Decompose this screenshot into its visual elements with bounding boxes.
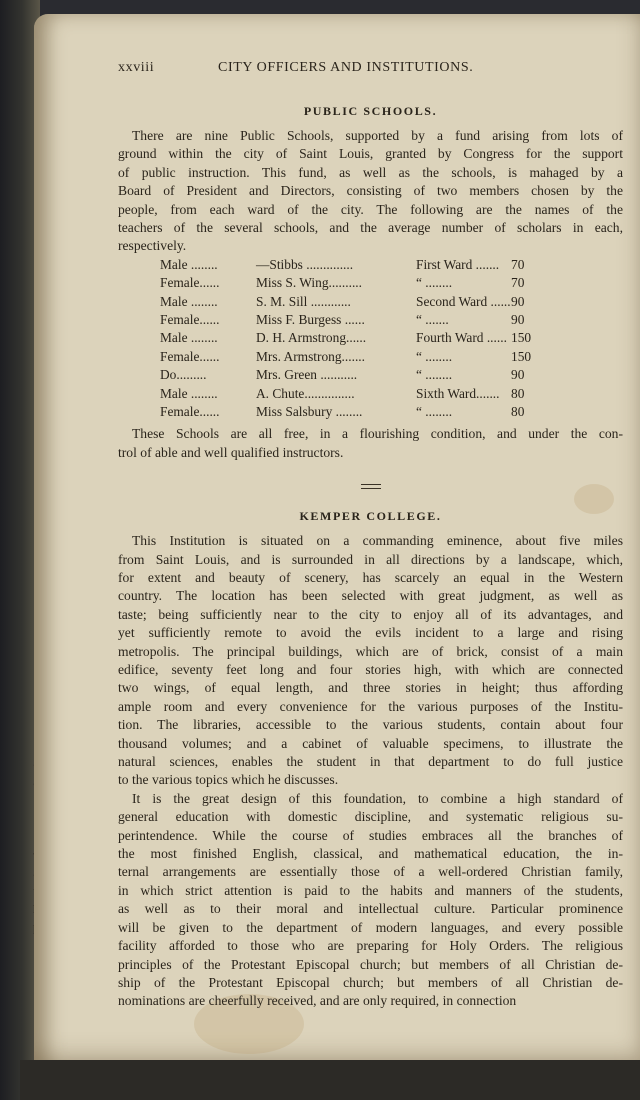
school-type: Male ........ bbox=[160, 293, 218, 309]
ward-name: Sixth Ward....... bbox=[416, 385, 500, 401]
scholar-count: 70 bbox=[511, 256, 525, 272]
kemper-college-heading: KEMPER COLLEGE. bbox=[299, 509, 442, 524]
table-row bbox=[160, 293, 623, 311]
scholar-count: 150 bbox=[511, 330, 532, 346]
text-line: ground within the city of Saint Louis, granted by Congress for the support bbox=[118, 146, 623, 162]
school-type: Do......... bbox=[160, 367, 207, 383]
text-line: ternal arrangements are essentially those of a well-ordered Christian family, bbox=[118, 864, 623, 880]
public-schools-intro bbox=[118, 127, 623, 256]
text-line: general education with domestic discipline, and systematic religious su- bbox=[118, 809, 623, 825]
text-line: trol of able and well qualified instructors. bbox=[118, 444, 344, 460]
teacher-name: Mrs. Green ........... bbox=[256, 367, 358, 383]
public-schools-closing bbox=[118, 425, 623, 462]
text-line: tion. The libraries, accessible to the various students, contain about four bbox=[118, 717, 623, 733]
text-line: Board of President and Directors, consisting of two members chosen by the bbox=[118, 183, 623, 199]
scholar-count: 70 bbox=[511, 275, 525, 291]
table-row bbox=[160, 385, 623, 403]
text-line: as well as to their moral and intellectual culture. Particular prominence bbox=[118, 901, 623, 917]
ward-name: Fourth Ward ...... bbox=[416, 330, 507, 346]
scholar-count: 150 bbox=[511, 348, 532, 364]
page-number: xxviii bbox=[118, 60, 155, 75]
text-line: perintendence. While the course of studies embraces all the branches of bbox=[118, 827, 623, 843]
ward-name: “ ........ bbox=[416, 367, 453, 383]
teacher-name: —Stibbs .............. bbox=[256, 256, 354, 272]
text-line: respectively. bbox=[118, 238, 187, 254]
text-line: ample room and every convenience for the various purposes of the Institu- bbox=[118, 698, 623, 714]
running-head bbox=[118, 60, 623, 84]
teacher-name: S. M. Sill ............ bbox=[256, 293, 351, 309]
page-bottom-shadow bbox=[20, 1060, 640, 1100]
scholar-count: 90 bbox=[511, 367, 525, 383]
scholar-count: 80 bbox=[511, 403, 525, 419]
teacher-name: Mrs. Armstrong....... bbox=[256, 348, 365, 364]
table-row bbox=[160, 403, 623, 421]
text-line: taste; being sufficiently near to the city to enjoy all of its advantages, and bbox=[118, 606, 623, 622]
text-line: from Saint Louis, and is surrounded in all directions by a landscape, which, bbox=[118, 551, 623, 567]
text-line: natural sciences, enables the student in that department to do full justice bbox=[118, 754, 623, 770]
kemper-paragraph-1 bbox=[118, 532, 623, 790]
teacher-name: Miss Salsbury ........ bbox=[256, 403, 363, 419]
teacher-name: A. Chute............... bbox=[256, 385, 355, 401]
text-line: people, from each ward of the city. The following are the names of the bbox=[118, 201, 623, 217]
text-line: ship of the Protestant Episcopal church; but members of all Christian de- bbox=[118, 974, 623, 990]
school-type: Male ........ bbox=[160, 330, 218, 346]
running-head-title: CITY OFFICERS AND INSTITUTIONS. bbox=[218, 60, 474, 75]
text-line: teachers of the several schools, and the average number of scholars in each, bbox=[118, 220, 623, 236]
text-line: two wings, of equal length, and three stories in height; thus affording bbox=[118, 680, 623, 696]
school-type: Male ........ bbox=[160, 256, 218, 272]
text-line: the most finished English, classical, and mathematical education, the in- bbox=[118, 846, 623, 862]
teacher-name: D. H. Armstrong...... bbox=[256, 330, 367, 346]
ward-name: “ ........ bbox=[416, 348, 453, 364]
text-line: edifice, seventy feet long and four stories high, with which are connected bbox=[118, 662, 623, 678]
table-row bbox=[160, 366, 623, 384]
teacher-name: Miss S. Wing.......... bbox=[256, 275, 362, 291]
table-row bbox=[160, 348, 623, 366]
ward-name: Second Ward ...... bbox=[416, 293, 511, 309]
text-line: of public instruction. This fund, as well as the schools, is mahaged by a bbox=[118, 164, 623, 180]
text-line: country. The location has been selected with great judgment, as well as bbox=[118, 588, 623, 604]
text-line: in which strict attention is paid to the habits and manners of the students, bbox=[118, 882, 623, 898]
text-line: This Institution is situated on a commanding eminence, about five miles bbox=[132, 533, 623, 549]
ward-name: First Ward ....... bbox=[416, 256, 500, 272]
school-type: Male ........ bbox=[160, 385, 218, 401]
school-type: Female...... bbox=[160, 275, 220, 291]
school-type: Female...... bbox=[160, 312, 220, 328]
text-line: These Schools are all free, in a flourishing condition, and under the con- bbox=[132, 426, 623, 442]
text-line: principles of the Protestant Episcopal church; but members of all Christian de- bbox=[118, 956, 623, 972]
section-divider bbox=[361, 484, 381, 489]
schools-table bbox=[160, 256, 623, 422]
table-row bbox=[160, 329, 623, 347]
ward-name: “ ........ bbox=[416, 275, 453, 291]
text-line: yet sufficiently remote to avoid the evils incident to a large and rising bbox=[118, 625, 623, 641]
text-line: It is the great design of this foundation, to combine a high standard of bbox=[132, 790, 623, 806]
table-row bbox=[160, 311, 623, 329]
teacher-name: Miss F. Burgess ...... bbox=[256, 312, 365, 328]
text-line: facility afforded to those who are preparing for Holy Orders. The religious bbox=[118, 938, 623, 954]
kemper-paragraph-2 bbox=[118, 790, 623, 1011]
ward-name: “ ....... bbox=[416, 312, 449, 328]
public-schools-heading: PUBLIC SCHOOLS. bbox=[303, 104, 438, 118]
text-line: will be given to the department of modern languages, and every possible bbox=[118, 919, 623, 935]
scholar-count: 90 bbox=[511, 312, 525, 328]
table-row bbox=[160, 274, 623, 292]
scholar-count: 80 bbox=[511, 385, 525, 401]
text-line: thousand volumes; and a cabinet of valuable specimens, to illustrate the bbox=[118, 735, 623, 751]
school-type: Female...... bbox=[160, 348, 220, 364]
text-line: There are nine Public Schools, supported by a fund arising from lots of bbox=[132, 128, 623, 143]
scholar-count: 90 bbox=[511, 293, 525, 309]
ward-name: “ ........ bbox=[416, 403, 453, 419]
text-line: to the various topics which he discusses. bbox=[118, 772, 339, 788]
text-line: nominations are cheerfully received, and are only required, in connection bbox=[118, 993, 517, 1009]
text-line: metropolis. The principal buildings, which are of brick, consist of a main bbox=[118, 643, 623, 659]
page-text bbox=[118, 60, 623, 1011]
school-type: Female...... bbox=[160, 403, 220, 419]
text-line: for extent and beauty of scenery, has scarcely an equal in the Western bbox=[118, 569, 623, 585]
table-row bbox=[160, 256, 623, 274]
